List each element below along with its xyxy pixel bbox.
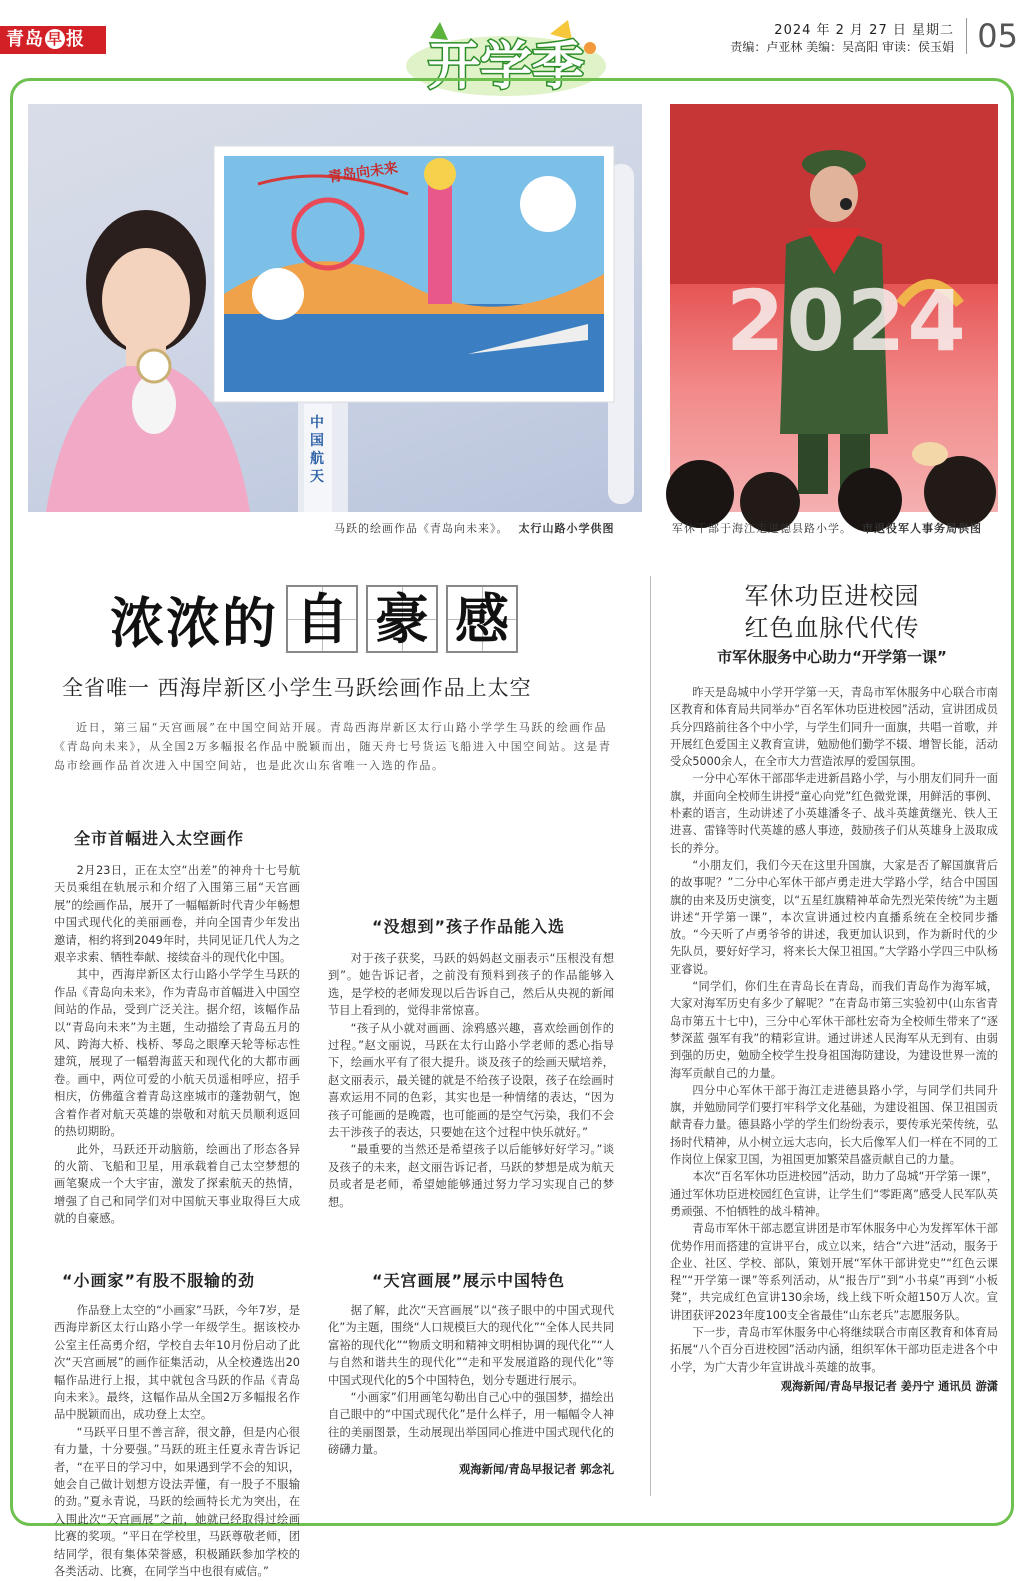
logo-dot: 早 bbox=[46, 30, 63, 48]
column-divider bbox=[650, 576, 651, 1496]
paragraph: 其中，西海岸新区太行山路小学学生马跃的作品《青岛向未来》，作为青岛市首幅进入中国空间站的作品，受到广泛关注。据介绍，该幅作品以“青岛向未来”为主题，生动描绘了青岛五月的风、跨海大桥、栈桥、琴岛之眼摩天轮等标志性建筑，展现了一幅碧海蓝天和现代化的大都市画卷。画中，两位可爱的小航天员遥相呼应，招手相庆，仿佛蕴含着青岛这座城市的蓬勃朝气，饱含着作者对航天英雄的崇敬和对航天员顺利返回的热切期盼。 bbox=[54, 968, 300, 1139]
headline-plain: 浓浓的 bbox=[110, 591, 278, 655]
paragraph: 昨天是岛城中小学开学第一天，青岛市军休服务中心联合市南区教育和体育局共同举办“百名军休功臣进校园”活动，宣讲团成员兵分四路前往各个中小学，与学生们同升一面旗，共唱一首歌，并开展红色爱国主义教育宣讲，勉励他们勤学不辍、增智长能，活动受众5000余人，在全市大力营造浓厚的爱国氛围。 bbox=[670, 686, 998, 769]
paragraph: 据了解，此次“天宫画展”以“孩子眼中的中国式现代化”为主题，围绕“人口规模巨大的现代化”“全体人民共同富裕的现代化”“物质文明和精神文明相协调的现代化”“人与自然和谐共生的现代化”“走和平发展道路的现代化”等中国式现代化的5个中国特色，划分专题进行展示。 bbox=[328, 1304, 614, 1387]
right-article-subtitle: 市军休服务中心助力“开学第一课” bbox=[717, 648, 947, 666]
photo-veteran-speaking bbox=[670, 104, 998, 512]
page-number: 05 bbox=[966, 18, 1018, 54]
paragraph: 本次“百名军休功臣进校园”活动，助力了岛城“开学第一课”，通过军休功臣进校园红色宣讲，让学生们“零距离”感受人民军队英勇顽强、不怕牺牲的战斗精神。 bbox=[670, 1170, 998, 1218]
newspaper-logo: 青岛 早 报 bbox=[0, 26, 106, 54]
left-article-intro: 近日，第三届“天宫画展”在中国空间站开展。青岛西海岸新区太行山路小学学生马跃的绘画作品《青岛向未来》，从全国2万多幅报名作品中脱颖而出，随天舟七号货运飞船进入中国空间站。这是青岛市绘画作品首次进入中国空间站，也是此次山东省唯一入选的作品。 bbox=[54, 721, 612, 772]
right-article-body bbox=[670, 684, 998, 1395]
photo-girl-with-painting bbox=[28, 104, 642, 512]
issue-date: 2024 年 2 月 27 日 星期二 bbox=[774, 23, 954, 38]
stage-year-text: 2024 bbox=[726, 272, 968, 370]
paragraph: “孩子从小就对画画、涂鸦感兴趣，喜欢绘画创作的过程。”赵文丽说，马跃在太行山路小学老师的悉心指导下，绘画水平有了很大提升。谈及孩子的绘画天赋培养，赵文丽表示，最关键的就是不给孩子设限，孩子在绘画时喜欢运用不同的色彩，其实也是一种情绪的表达，“因为孩子可能画的是晚霞，也可能画的是空气污染，我们不会去干涉孩子的表达，只要她在这个过程中快乐就好。” bbox=[328, 1021, 614, 1140]
paragraph: “最重要的当然还是希望孩子以后能够好好学习。”谈及孩子的未来，赵文丽告诉记者，马跃的梦想是成为航天员或者是老师，希望她能够通过努力学习实现自己的梦想。 bbox=[328, 1143, 614, 1209]
article-column-b2 bbox=[328, 1302, 614, 1478]
section-heading: “天宫画展”展示中国特色 bbox=[372, 1271, 566, 1290]
paragraph: 青岛市军休干部志愿宣讲团是市军休服务中心为发挥军休干部优势作用而搭建的宣讲平台，成立以来，结合“六进”活动，服务于企业、社区、学校、部队，策划开展“军休干部讲党史”“红色云课程”“开学第一课”等系列活动，从“报告厅”到“小书桌”再到“小板凳”，共完成红色宣讲130余场，线上线下听众超150万人次。宣讲团获评2023年度100支全省最佳“山东老兵”志愿服务队。 bbox=[670, 1222, 998, 1322]
headline-boxed-char: 感 bbox=[446, 585, 518, 653]
photo-caption-right: 军休干部于海江走进德县路小学。 市退役军人事务局供图 bbox=[672, 522, 982, 535]
paragraph: 一分中心军休干部邵华走进新昌路小学，与小朋友们同升一面旗，并面向全校师生讲授“童心向党”红色微党课，用鲜活的事例、朴素的语言，生动讲述了小英雄潘冬子、战斗英雄黄继光、铁人王进喜、雷锋等时代英雄的感人事迹，鼓励孩子们从英雄身上汲取成长的养分。 bbox=[670, 772, 998, 855]
section-heading: “没想到”孩子作品能入选 bbox=[372, 917, 566, 936]
section-heading: 全市首幅进入太空画作 bbox=[74, 829, 245, 848]
paragraph: “同学们，你们生在青岛长在青岛，而我们青岛作为海军城，大家对海军历史有多少了解呢？”在青岛市第三实验初中(山东省青岛市第五十七中)，三分中心军休干部杜宏奇为全校师生带来了“逐梦深蓝 强军有我”的精彩宣讲。通过讲述人民海军从无到有、由弱到强的历史，勉励全校学生投身祖国海防建设，为建设世界一流的海军贡献自己的力量。 bbox=[670, 980, 998, 1080]
editor-credits: 责编：卢亚林 美编：吴高阳 审读：侯玉娟 bbox=[730, 40, 954, 54]
left-article-headline bbox=[110, 584, 518, 654]
page-meta bbox=[654, 22, 954, 56]
paragraph: “马跃平日里不善言辞，很文静，但是内心很有力量，十分要强。”马跃的班主任夏永青告诉记者，“在平日的学习中，如果遇到学不会的知识，她会自己做计划想方设法弄懂，有一股子不服输的劲。”夏永青说，马跃的绘画特长尤为突出，在入围此次“天宫画展”之前，她就已经取得过绘画比赛的奖项。“平日在学校里，马跃尊敬老师，团结同学，很有集体荣誉感，积极踊跃参加学校的各类活动、比赛，在同学当中也很有威信。” bbox=[54, 1425, 300, 1579]
paragraph: “小朋友们，我们今天在这里升国旗，大家是否了解国旗背后的故事呢？”二分中心军休干部卢勇走进大学路小学，结合中国国旗的由来及历史演变，以“五星红旗精神革命先烈光荣传统”为主题讲述“开学第一课”，本次宣讲通过校内直播系统在全校同步播放。“今天听了卢勇爷爷的讲述，我更加认识到，作为新时代的少先队员，要好好学习，将来长大保卫祖国。”大学路小学四三中队杨亚睿说。 bbox=[670, 858, 998, 976]
article-column-a2 bbox=[54, 1302, 300, 1579]
left-article-byline: 观海新闻/青岛早报记者 郭念礼 bbox=[459, 1462, 614, 1476]
title-line: 红色血脉代代传 bbox=[744, 614, 920, 642]
paragraph: 对于孩子获奖，马跃的妈妈赵文丽表示“压根没有想到”。她告诉记者，之前没有预料到孩子的作品能够入选，是学校的老师发现以后告诉自己，然后从央视的新闻节目上看到的，觉得非常惊喜。 bbox=[328, 952, 614, 1018]
section-heading: “小画家”有股不服输的劲 bbox=[62, 1271, 256, 1290]
headline-boxed-char: 豪 bbox=[366, 585, 438, 653]
paragraph: 下一步，青岛市军休服务中心将继续联合市南区教育和体育局拓展“八个百分百进校园”活动内涵，组织军休干部功臣走进各个中小学，为广大青少年宣讲战斗英雄的故事。 bbox=[670, 1325, 998, 1374]
paragraph: “小画家”们用画笔勾勒出自己心中的强国梦，描绘出自己眼中的“中国式现代化”是什么样子，用一幅幅令人神往的美丽图景，生动展现出举国同心推进中国式现代化的磅礴力量。 bbox=[328, 1391, 614, 1457]
headline-boxed-char: 自 bbox=[286, 585, 358, 653]
banner-text: 开学季 bbox=[427, 37, 585, 97]
painting-title: 青岛向未来 bbox=[327, 160, 399, 186]
paragraph: 作品登上太空的“小画家”马跃，今年7岁，是西海岸新区太行山路小学一年级学生。据该校办公室主任高勇介绍，学校自去年10月份启动了此次“天宫画展”的画作征集活动，从全校遴选出20幅作品进行上报，其中就包含马跃的作品《青岛向未来》。最终，这幅作品从全国2万多幅报名作品中脱颖而出，成功登上太空。 bbox=[54, 1304, 300, 1422]
left-article-subtitle: 全省唯一 西海岸新区小学生马跃绘画作品上太空 bbox=[62, 676, 532, 700]
title-line: 军休功臣进校园 bbox=[744, 582, 920, 610]
article-column-a bbox=[54, 862, 300, 1228]
article-column-b bbox=[328, 950, 614, 1211]
photo-caption-left: 马跃的绘画作品《青岛向未来》。 太行山路小学供图 bbox=[334, 522, 615, 535]
paragraph: 此外，马跃还开动脑筋，绘画出了形态各异的火箭、飞船和卫星，用承载着自己太空梦想的画笔聚成一个大宇宙，激发了探索航天的热情，增强了自己和同学们对中国航天事业取得巨大成就的自豪感。 bbox=[54, 1142, 300, 1226]
paragraph: 2月23日，正在太空“出差”的神舟十七号航天员乘组在轨展示和介绍了入围第三届“天宫画展”的绘画作品，展开了一幅幅新时代青少年畅想中国式现代化的美丽画卷，并向全国青少年发出邀请，相约将到2049年时，共同见证几代人为之艰辛求索、牺牲奉献、接续奋斗的现代化中国。 bbox=[54, 864, 300, 965]
right-article-byline: 观海新闻/青岛早报记者 姜丹宁 通讯员 游潇 bbox=[780, 1379, 998, 1393]
paragraph: 四分中心军休干部于海江走进德县路小学，与同学们共同升旗，并勉励同学们要打牢科学文化基础，为建设祖国、保卫祖国贡献青春力量。德县路小学的学生们纷纷表示，要传承光荣传统，弘扬时代精神，从小树立远大志向，长大后像军人们一样在不同的工作岗位上保家卫国，为祖国更加繁荣昌盛贡献自己的力量。 bbox=[670, 1083, 998, 1167]
vertical-caption: 中国航天 bbox=[310, 415, 324, 485]
right-article-title bbox=[660, 580, 1004, 644]
